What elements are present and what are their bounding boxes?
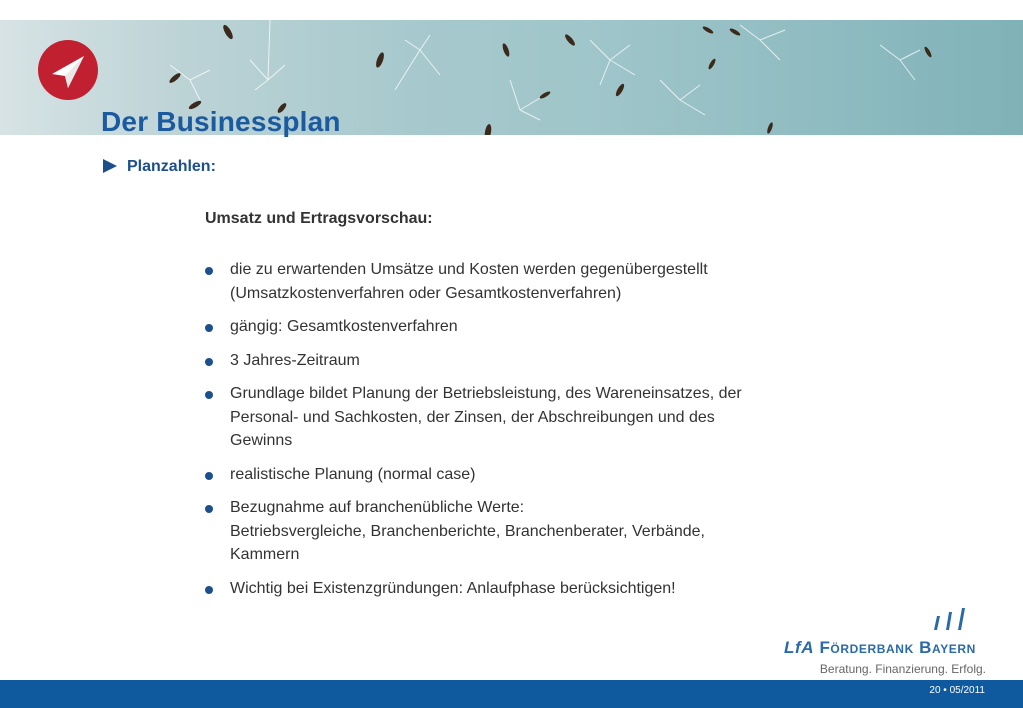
bullet-dot-icon bbox=[205, 586, 213, 594]
list-item bbox=[205, 315, 825, 339]
subheading-text: Planzahlen: bbox=[127, 158, 216, 175]
list-item-line: die zu erwartenden Umsätze und Kosten werden gegenübergestellt bbox=[230, 261, 708, 278]
list-item bbox=[205, 258, 825, 305]
bullet-dot-icon bbox=[205, 391, 213, 399]
section-heading: Umsatz und Ertragsvorschau: bbox=[205, 210, 433, 227]
logo-badge bbox=[38, 40, 98, 100]
bank-brand: LfA bbox=[784, 638, 815, 657]
paper-plane-icon bbox=[38, 40, 98, 100]
list-item bbox=[205, 463, 825, 487]
list-item-line: gängig: Gesamtkostenverfahren bbox=[230, 318, 458, 335]
triangle-bullet-icon bbox=[103, 159, 117, 173]
lfa-logo bbox=[784, 602, 989, 680]
list-item bbox=[205, 382, 825, 453]
bullet-dot-icon bbox=[205, 358, 213, 366]
page-info: 20 • 05/2011 bbox=[929, 685, 985, 696]
slide-title: Der Businessplan bbox=[101, 106, 341, 137]
list-item bbox=[205, 577, 825, 601]
bullet-dot-icon bbox=[205, 324, 213, 332]
bullet-dot-icon bbox=[205, 505, 213, 513]
list-item-line: Kammern bbox=[230, 546, 300, 563]
footer-bar bbox=[0, 680, 1023, 708]
subheading bbox=[103, 158, 216, 176]
bank-tagline: Beratung. Finanzierung. Erfolg. bbox=[819, 662, 986, 676]
list-item-line: Personal- und Sachkosten, der Zinsen, der Abschreibungen und des bbox=[230, 408, 715, 426]
lfa-brand-marks-icon bbox=[928, 606, 968, 632]
list-item-line: realistische Planung (normal case) bbox=[230, 465, 476, 483]
list-item-line: Grundlage bildet Planung der Betriebsleistung, des Wareneinsatzes, der bbox=[230, 385, 742, 402]
bullet-list bbox=[205, 258, 825, 610]
bank-name bbox=[784, 638, 976, 658]
list-item-line: Wichtig bei Existenzgründungen: Anlaufphase berücksichtigen! bbox=[230, 579, 676, 597]
list-item-line: Gewinns bbox=[230, 432, 293, 449]
bullet-dot-icon bbox=[205, 472, 213, 480]
bank-name-text: Förderbank Bayern bbox=[819, 638, 976, 657]
list-item-line: Betriebsvergleiche, Branchenberichte, Branchenberater, Verbände, bbox=[230, 522, 705, 540]
list-item bbox=[205, 496, 825, 567]
bullet-dot-icon bbox=[205, 267, 213, 275]
list-item-line: (Umsatzkostenverfahren oder Gesamtkostenverfahren) bbox=[230, 284, 622, 302]
list-item bbox=[205, 349, 825, 373]
list-item-line: 3 Jahres-Zeitraum bbox=[230, 351, 360, 369]
list-item-line: Bezugnahme auf branchenübliche Werte: bbox=[230, 499, 525, 516]
